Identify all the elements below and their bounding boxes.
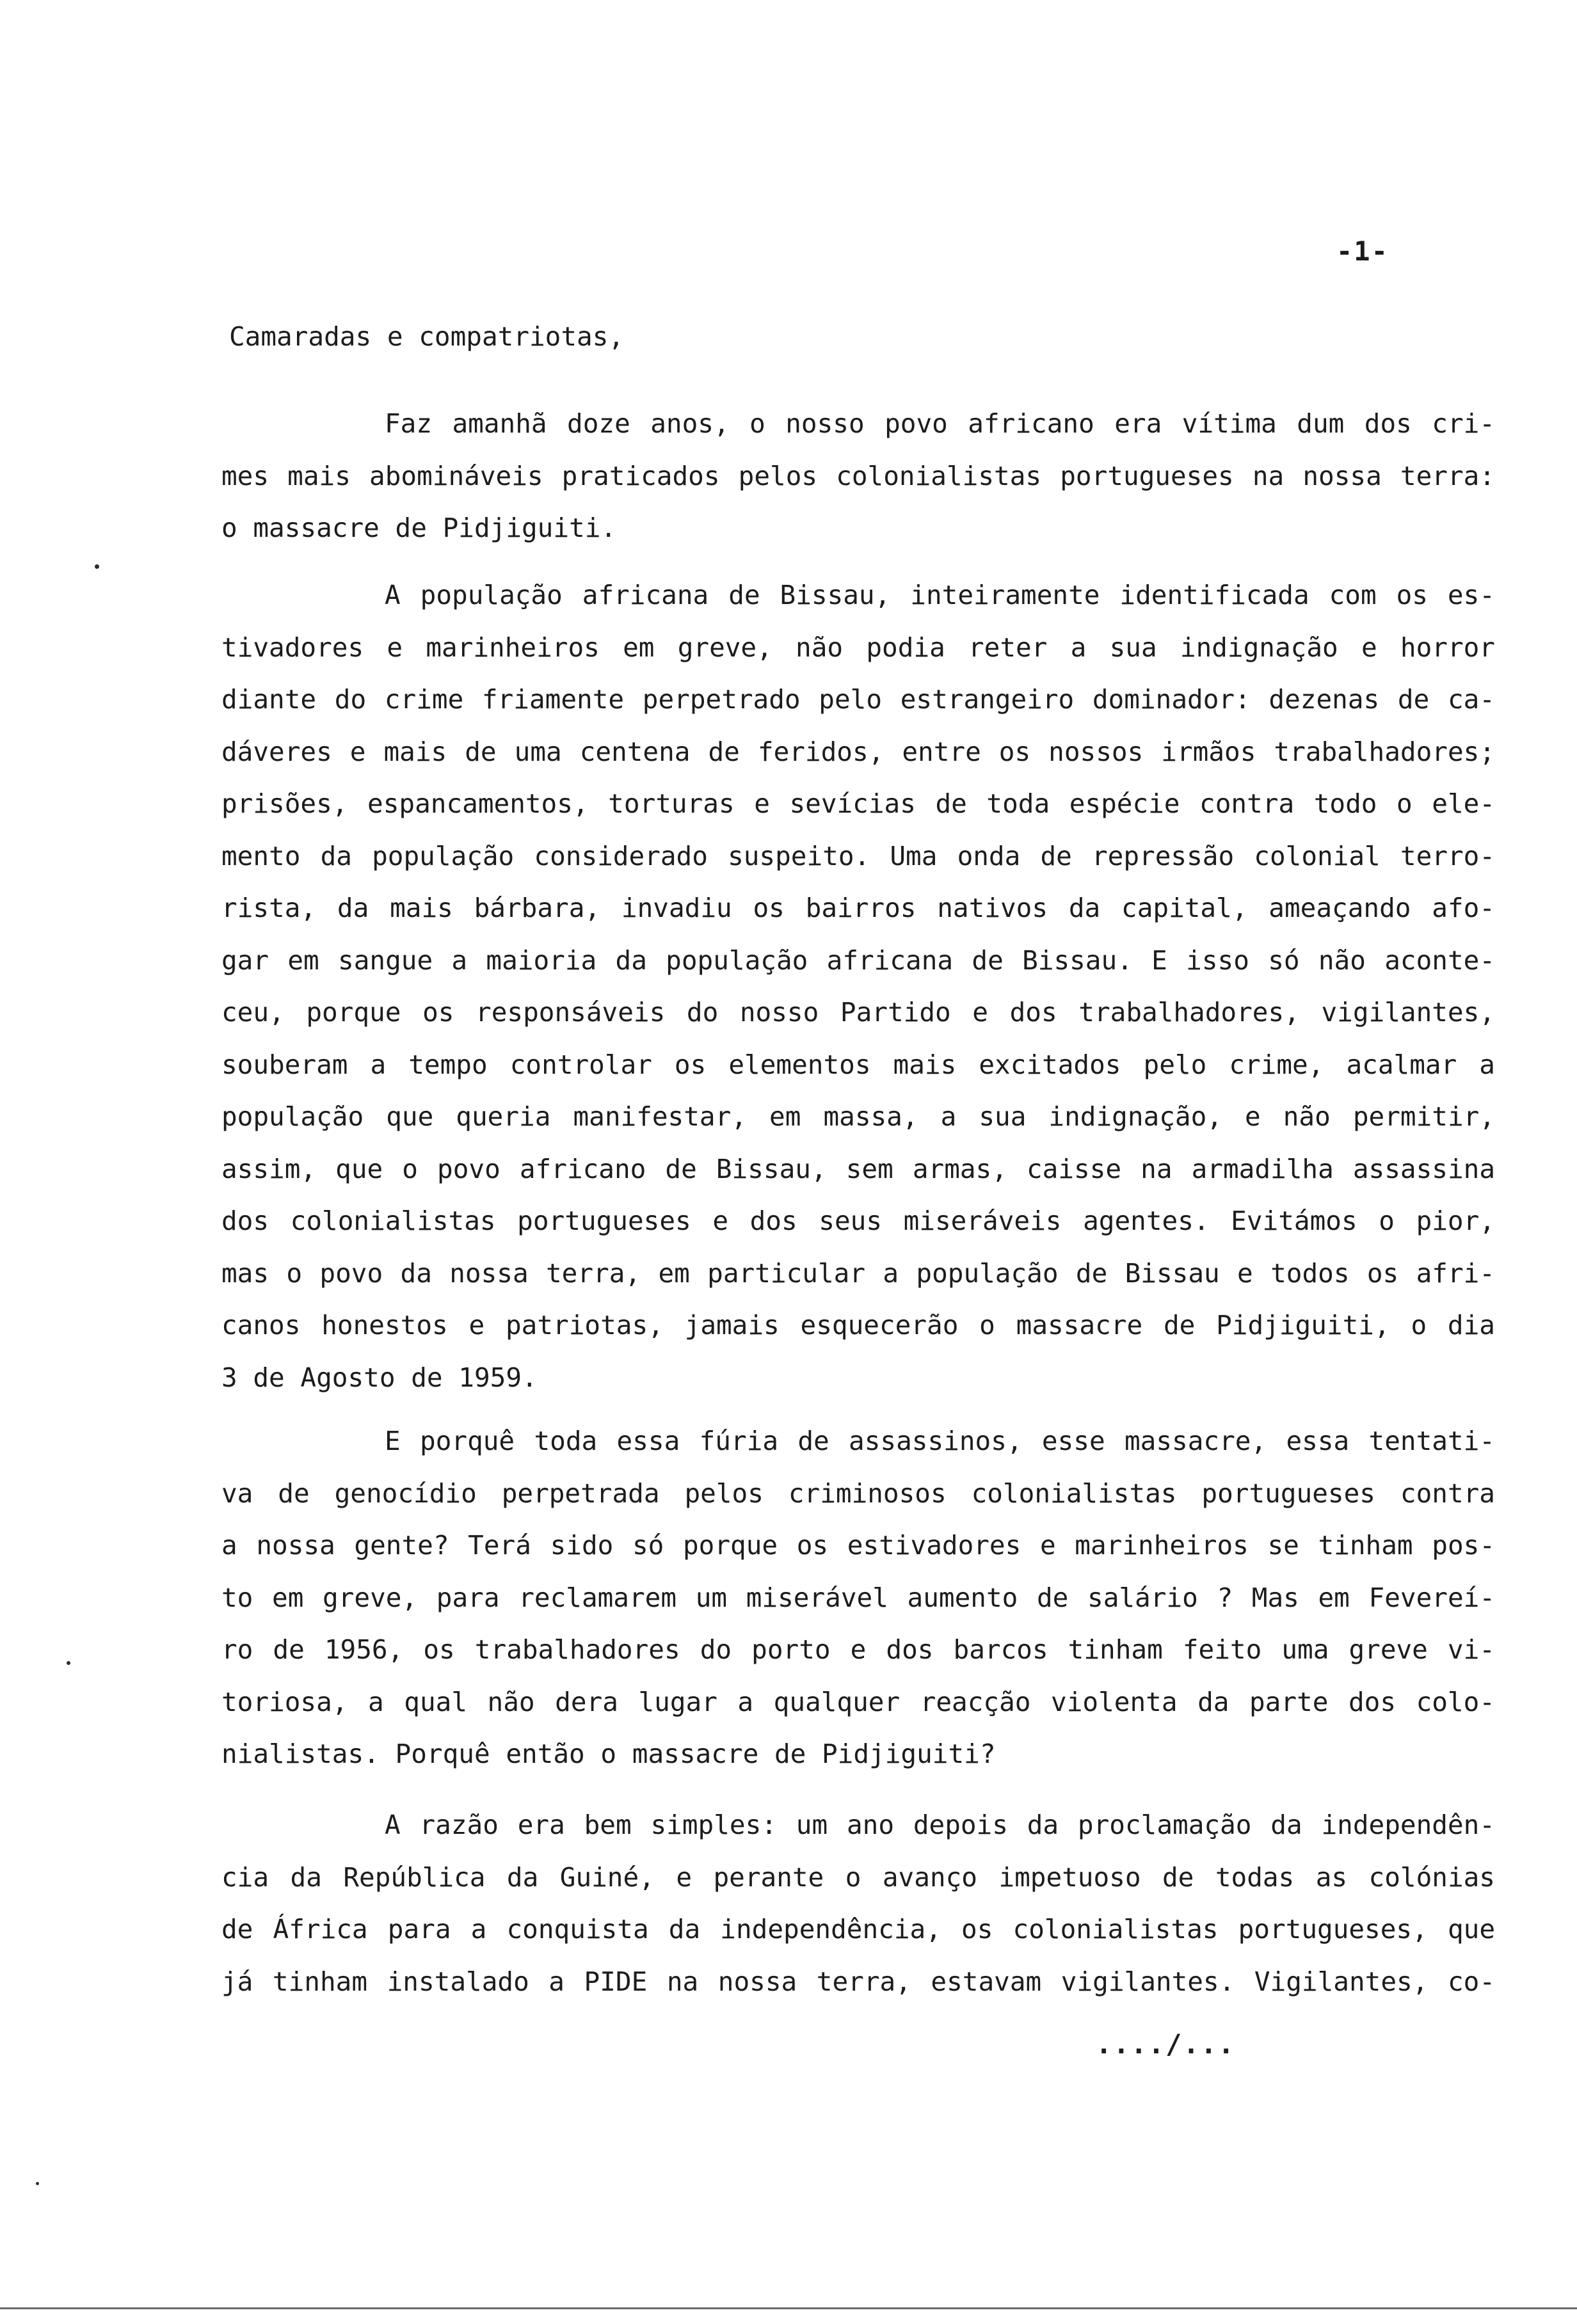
scan-speck [95,564,99,569]
salutation: Camaradas e compatriotas, [229,321,625,352]
paragraph-line: toriosa, a qual não dera lugar a qualquer reacção violenta da parte dos colo- [221,1686,1495,1717]
paragraph-4 [221,1799,1495,2008]
paragraph-1 [221,398,1495,555]
paragraph-line: E porquê toda essa fúria de assassinos, esse massacre, essa tentati- [385,1426,1495,1456]
paragraph-line: cia da República da Guiné, e perante o avanço impetuoso de todas as colónias [221,1861,1495,1893]
paragraph-3 [221,1415,1495,1781]
paragraph-line: de África para a conquista da independência, os colonialistas portugueses, que [221,1914,1495,1945]
scan-edge-line [0,2307,1577,2309]
paragraph-line: gar em sangue a maioria da população africana de Bissau. E isso só não aconte- [221,944,1495,976]
paragraph-line: 3 de Agosto de 1959. [221,1362,538,1393]
paragraph-line: souberam a tempo controlar os elementos mais excitados pelo crime, acalmar a [221,1049,1495,1080]
paragraph-line: mes mais abomináveis praticados pelos colonialistas portugueses na nossa terra: [221,460,1495,491]
paragraph-line: mas o povo da nossa terra, em particular a população de Bissau e todos os afri- [221,1257,1495,1289]
paragraph-line: mento da população considerado suspeito. Uma onda de repressão colonial terro- [221,840,1495,872]
paragraph-line: nialistas. Porquê então o massacre de Pidjiguiti? [221,1739,996,1769]
continuation-mark: ..../... [1096,2028,1236,2060]
paragraph-line: ceu, porque os responsáveis do nosso Partido e dos trabalhadores, vigilantes, [221,997,1495,1028]
paragraph-line: já tinham instalado a PIDE na nossa terra, estavam vigilantes. Vigilantes, co- [221,1966,1495,1997]
paragraph-line: prisões, espancamentos, torturas e sevícias de toda espécie contra todo o ele- [221,788,1495,819]
scan-speck [36,2182,39,2185]
paragraph-line: população que queria manifestar, em massa, a sua indignação, e não permitir, [221,1101,1495,1132]
paragraph-line: Faz amanhã doze anos, o nosso povo africano era vítima dum dos cri- [385,408,1495,439]
paragraph-line: A razão era bem simples: um ano depois da proclamação da independên- [385,1810,1495,1840]
paragraph-2 [221,569,1495,1404]
scan-speck [67,1661,70,1665]
paragraph-line: dáveres e mais de uma centena de feridos, entre os nossos irmãos trabalhadores; [221,736,1495,767]
paragraph-line: diante do crime friamente perpetrado pelo estrangeiro dominador: dezenas de ca- [221,684,1495,715]
paragraph-line: tivadores e marinheiros em greve, não podia reter a sua indignação e horror [221,632,1495,663]
paragraph-line: a nossa gente? Terá sido só porque os estivadores e marinheiros se tinham pos- [221,1530,1495,1561]
paragraph-line: rista, da mais bárbara, invadiu os bairros nativos da capital, ameaçando afo- [221,893,1495,923]
paragraph-line: to em greve, para reclamarem um miserável aumento de salário ? Mas em Fevereí- [221,1582,1495,1613]
paragraph-line: ro de 1956, os trabalhadores do porto e dos barcos tinham feito uma greve vi- [221,1634,1495,1665]
paragraph-line: va de genocídio perpetrada pelos criminosos colonialistas portugueses contra [221,1477,1495,1509]
paragraph-line: assim, que o povo africano de Bissau, sem armas, caisse na armadilha assassina [221,1153,1495,1184]
paragraph-line: A população africana de Bissau, inteiramente identificada com os es- [385,580,1495,610]
paragraph-line: o massacre de Pidjiguiti. [221,513,617,543]
paragraph-line: canos honestos e patriotas, jamais esquecerão o massacre de Pidjiguiti, o dia [221,1310,1495,1341]
paragraph-line: dos colonialistas portugueses e dos seus miseráveis agentes. Evitámos o pior, [221,1206,1495,1236]
page-number: -1- [1336,235,1389,267]
